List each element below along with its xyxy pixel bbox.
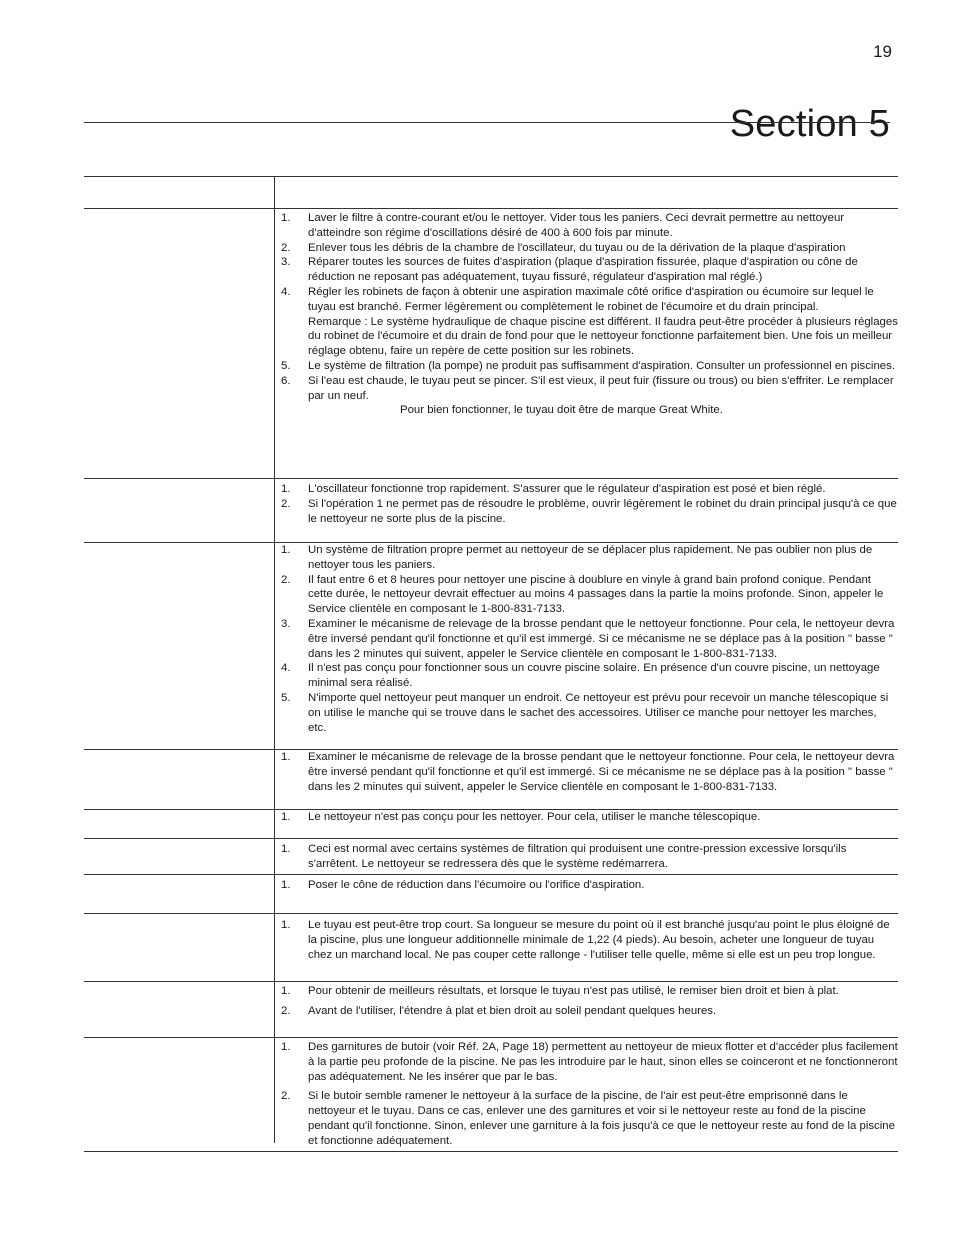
item-text: Un système de filtration propre permet au nettoyeur de se déplacer plus rapidement. Ne pas oublier non plus de nettoyer tous les paniers. <box>308 544 873 571</box>
item-number: 1. <box>281 483 291 495</box>
item-note: Remarque : Le système hydraulique de chaque piscine est différent. Il faudra peut-être procéder à plusieurs réglages du robinet de l'écumoire et du drain de fond pour que le nettoyeur fonctionne parfaitement bien. Une fois un meilleur réglage obtenu, faire un repère de cette position sur les robinets. <box>308 315 898 358</box>
list-item <box>275 691 898 735</box>
item-text: Si l'opération 1 ne permet pas de résoudre le problème, ouvrir légèrement le robinet du drain principal jusqu'à ce que le nettoyeur ne sorte plus de la piscine. <box>308 497 897 525</box>
item-text: Le système de filtration (la pompe) ne produit pas suffisamment d'aspiration. Consulter un professionnel en piscines. <box>308 359 895 372</box>
item-text: Il n'est pas conçu pour fonctionner sous un couvre piscine solaire. En présence d'un couvre piscine, un nettoyage minimal sera réalisé. <box>308 662 880 690</box>
list-item <box>275 241 898 256</box>
item-number: 6. <box>281 374 291 387</box>
table-row <box>84 875 898 914</box>
list-item <box>275 661 898 691</box>
table-row <box>84 1038 898 1152</box>
list-item <box>275 255 898 285</box>
item-text: Examiner le mécanisme de relevage de la brosse pendant que le nettoyeur fonctionne. Pour cela, le nettoyeur devra être inversé pendant qu'il fonctionne et qu'il est immergé. Si ce mécanisme ne se déplace pas à la position " basse " dans les 2 minutes qui suivent, appeler le Service clientèle en composant le 1-800-831-7133. <box>308 617 895 660</box>
item-number: 2. <box>281 1004 291 1017</box>
solution-cell <box>275 750 898 794</box>
item-text: Ceci est normal avec certains systèmes de filtration qui produisent une contre-pression excessive lorsqu'ils s'arrêtent. Le nettoyeur se redressera dès que le système redémarrera. <box>308 843 847 870</box>
item-number: 1. <box>281 212 291 224</box>
list-item <box>275 810 898 825</box>
item-number: 3. <box>281 617 291 630</box>
item-number: 1. <box>281 811 291 823</box>
list-item <box>275 750 898 794</box>
list-item <box>275 374 898 418</box>
item-number: 1. <box>281 985 291 997</box>
list-item <box>275 984 898 999</box>
item-text: Régler les robinets de façon à obtenir une aspiration maximale côté orifice d'aspiration ou écumoire sur lequel le tuyau est branché. Fermer légèrement ou complètement le robinet de l'écumoire et du drain principal. <box>308 285 874 313</box>
table-row <box>84 543 898 750</box>
table-row <box>84 479 898 543</box>
item-text: Des garnitures de butoir (voir Réf. 2A, Page 18) permettent au nettoyeur de mieux flotter et d'accéder plus facilement à la partie peu profonde de la piscine. Ne pas les introduire par le haut, sinon elles se coinceront et ne fonctionneront pas adéquatement. Ne les insérer que par le bas. <box>308 1041 898 1083</box>
item-center-note: Pour bien fonctionner, le tuyau doit être de marque Great White. <box>400 404 723 417</box>
section-title: Section 5 <box>729 103 890 146</box>
solution-cell <box>275 914 898 962</box>
item-number: 2. <box>281 497 291 510</box>
title-rule <box>84 122 890 123</box>
item-number: 5. <box>281 359 291 372</box>
solution-cell <box>275 209 898 418</box>
table-row <box>84 750 898 810</box>
item-text: Le nettoyeur n'est pas conçu pour les nettoyer. Pour cela, utiliser le manche télescopique. <box>308 811 761 823</box>
list-item <box>275 543 898 573</box>
list-item <box>275 878 898 893</box>
page-number: 19 <box>873 42 892 61</box>
solution-cell <box>275 543 898 735</box>
table-row <box>84 839 898 875</box>
item-number: 1. <box>281 751 291 763</box>
list-item <box>275 1089 898 1148</box>
item-text: L'oscillateur fonctionne trop rapidement. S'assurer que le régulateur d'aspiration est posé et bien réglé. <box>308 483 826 495</box>
item-number: 3. <box>281 256 291 269</box>
solution-cell <box>275 479 898 526</box>
list-item <box>275 359 898 374</box>
table-body <box>84 209 898 1152</box>
table-row <box>84 209 898 479</box>
item-number: 4. <box>281 285 291 298</box>
item-number: 1. <box>281 544 291 556</box>
list-item <box>275 842 898 872</box>
item-number: 1. <box>281 1041 291 1053</box>
list-item <box>275 573 898 617</box>
list-item <box>275 482 898 497</box>
item-number: 4. <box>281 662 291 675</box>
item-text: Si l'eau est chaude, le tuyau peut se pincer. S'il est vieux, il peut fuir (fissure ou trous) ou bien s'effriter. Le remplacer par un neuf. <box>308 374 894 402</box>
list-item <box>275 285 898 359</box>
troubleshooting-table <box>84 176 898 1152</box>
solution-cell <box>275 810 898 825</box>
list-item <box>275 211 898 241</box>
item-number: 2. <box>281 573 291 586</box>
item-text: Laver le filtre à contre-courant et/ou le nettoyer. Vider tous les paniers. Ceci devrait permettre au nettoyeur d'atteindre son régime d'oscillations désiré de 400 à 600 fois par minute. <box>308 212 845 239</box>
item-text: Enlever tous les débris de la chambre de l'oscillateur, du tuyau ou de la dérivation de la plaque d'aspiration <box>308 241 846 254</box>
list-item <box>275 918 898 962</box>
list-item <box>275 617 898 661</box>
item-number: 2. <box>281 241 291 254</box>
item-text: Le tuyau est peut-être trop court. Sa longueur se mesure du point où il est branché jusqu'au point le plus éloigné de la piscine, plus une longueur additionnelle minimale de 1,22 (4 pieds). Au besoin, acheter une longueur de tuyau chez un marchand local. Ne pas couper cette rallonge - l'utiliser telle quelle, même si elle est un peu trop longue. <box>308 919 890 961</box>
item-text: Si le butoir semble ramener le nettoyeur à la surface de la piscine, de l'air est peut-être emprisonné dans le nettoyeur et le tuyau. Dans ce cas, enlever une des garnitures et voir si le nettoyeur reste au fond de la piscine pendant qu'il fonctionne. Sinon, enlever une garniture à la fois jusqu'à ce que le nettoyeur reste au fond de la piscine et fonctionne adéquatement. <box>308 1090 895 1147</box>
item-text: N'importe quel nettoyeur peut manquer un endroit. Ce nettoyeur est prévu pour recevoir un manche télescopique si on utilise le manche qui se trouve dans le sachet des accessoires. Utiliser ce manche pour nettoyer les marches, etc. <box>308 691 889 734</box>
list-item <box>275 1004 898 1019</box>
table-row <box>84 914 898 982</box>
solution-cell <box>275 1038 898 1149</box>
item-number: 1. <box>281 879 291 891</box>
item-text: Pour obtenir de meilleurs résultats, et lorsque le tuyau n'est pas utilisé, le remiser bien droit et bien à plat. <box>308 985 839 997</box>
item-number: 1. <box>281 919 291 931</box>
list-item <box>275 497 898 527</box>
item-text: Réparer toutes les sources de fuites d'aspiration (plaque d'aspiration fissurée, plaque d'aspiration ou cône de réduction ne reposant pas adéquatement, tuyau fissuré, régulateur d'aspiration mal réglé.) <box>308 256 858 284</box>
list-item <box>275 1040 898 1084</box>
item-text: Il faut entre 6 et 8 heures pour nettoyer une piscine à doublure en vinyle à grand bain profond conique. Pendant cette durée, le nettoyeur devrait effectuer au moins 4 passages dans la partie la moins profonde. Sinon, appeler le Service clientèle en composant le 1-800-831-7133. <box>308 573 884 616</box>
solution-cell <box>275 875 898 893</box>
solution-cell <box>275 839 898 872</box>
table-header-row <box>84 177 898 209</box>
solution-cell <box>275 982 898 1019</box>
item-text: Poser le cône de réduction dans l'écumoire ou l'orifice d'aspiration. <box>308 879 645 891</box>
item-text: Avant de l'utiliser, l'étendre à plat et bien droit au soleil pendant quelques heures. <box>308 1004 717 1017</box>
table-row <box>84 982 898 1038</box>
item-number: 5. <box>281 691 291 704</box>
item-number: 2. <box>281 1090 291 1103</box>
table-row <box>84 810 898 839</box>
item-number: 1. <box>281 843 291 855</box>
item-text: Examiner le mécanisme de relevage de la brosse pendant que le nettoyeur fonctionne. Pour cela, le nettoyeur devra être inversé pendant qu'il fonctionne et qu'il est immergé. Si ce mécanisme ne se déplace pas à la position " basse " dans les 2 minutes qui suivent, appeler le Service clientèle en composant le 1-800-831-7133. <box>308 751 895 793</box>
